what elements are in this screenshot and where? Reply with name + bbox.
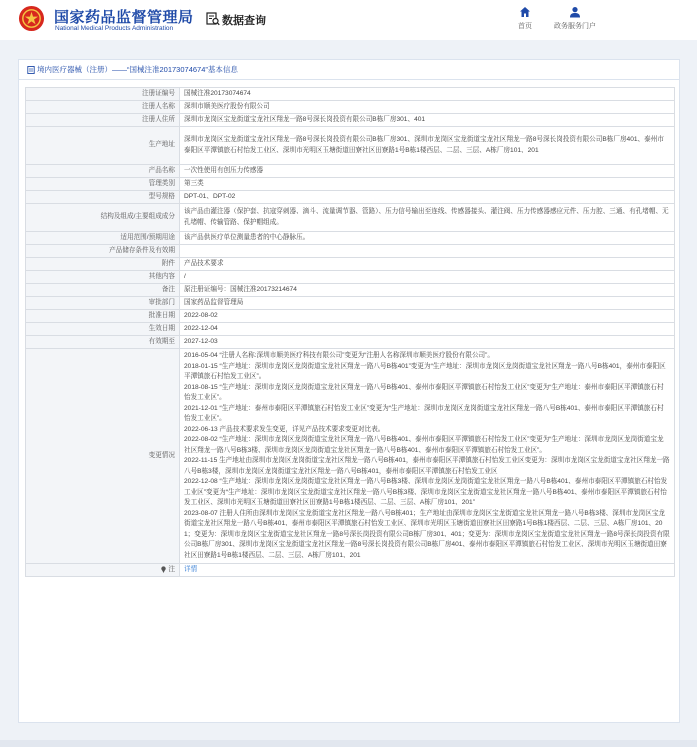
- field-value: [180, 245, 675, 258]
- field-label: 结构及组成/主要组成成分: [26, 204, 180, 232]
- field-value: 产品技术要求: [180, 258, 675, 271]
- detail-panel: [18, 59, 680, 723]
- field-value: 原注册证编号：国械注准20173214674: [180, 284, 675, 297]
- field-label-note: [26, 564, 180, 577]
- field-label: 附件: [26, 258, 180, 271]
- field-value: 第三类: [180, 178, 675, 191]
- document-icon: [27, 66, 35, 74]
- data-query-title[interactable]: 数据查询: [222, 15, 266, 27]
- field-value: 国械注准20173074674: [180, 88, 675, 101]
- national-emblem-icon[interactable]: [18, 5, 45, 32]
- panel-title-text: 境内医疗器械（注册）——“国械注准20173074674”基本信息: [37, 65, 238, 74]
- table-row: [26, 258, 675, 271]
- change-entry: 2022-11-15 生产地址由深圳市龙岗区龙岗街道宝龙社区翔龙一路八号B栋401，泰州市泰阳区平潭镇旅石村怡发工业区变更为：深圳市龙岗区宝龙街道宝龙社区翔龙一路八号B栋3楼，深圳市龙岗区龙岗街道宝龙社区翔龙一路八号B栋401，泰州市泰阳区平潭镇旅石村怡发工业区: [184, 457, 670, 475]
- nav-home-label: 首页: [518, 23, 532, 30]
- field-label: 适用范围/预期用途: [26, 232, 180, 245]
- field-value-note: [180, 564, 675, 577]
- details-link[interactable]: 详情: [184, 565, 198, 573]
- home-icon: [519, 6, 531, 18]
- field-label: 批准日期: [26, 310, 180, 323]
- change-entry: 2021-12-01 “生产地址：泰州市泰阳区平潭镇旅石村怡发工业区”变更为“生产地址：深圳市龙岗区龙岗街道宝龙社区翔龙一路八号B栋401、泰州市泰阳区平潭镇旅石村怡发工业区”。: [184, 404, 664, 422]
- field-value: 国家药品监督管理局: [180, 297, 675, 310]
- data-query-icon[interactable]: [206, 12, 220, 26]
- field-label: 注册人名称: [26, 101, 180, 114]
- field-value: 该产品供医疗单位测量患者的中心静脉压。: [180, 232, 675, 245]
- table-row: [26, 191, 675, 204]
- nav-service-portal-label: 政务服务门户: [554, 23, 596, 30]
- field-value: 深圳市龙岗区宝龙街道宝龙社区翔龙一路8号深长岗投资有限公司B栋厂房301、深圳市龙岗区宝龙街道宝龙社区翔龙一路8号深长岗投资有限公司B栋厂房401、泰州市泰阳区平潭镇旅石村怡发工业区、深圳市光明区玉塘街道田寮社区田寮路1号B栋1楼西层、二层、三层、A栋厂房101、201: [180, 127, 675, 165]
- change-entry: 2022-06-13 产品技术要求发生变更，详见产品技术要求变更对比表。: [184, 425, 385, 433]
- field-label: 生效日期: [26, 323, 180, 336]
- brand-name-en[interactable]: National Medical Products Administration: [55, 25, 174, 32]
- field-label: 产品名称: [26, 165, 180, 178]
- field-label: 备注: [26, 284, 180, 297]
- table-row: [26, 165, 675, 178]
- table-row: [26, 232, 675, 245]
- change-entry: 2016-05-04 “注册人名称:深圳市顺美医疗科技有限公司”变更为“注册人名称深圳市顺美医疗股份有限公司”。: [184, 352, 494, 359]
- table-row: [26, 114, 675, 127]
- change-entry: 2023-08-07 注册人住所由深圳市龙岗区宝龙街道宝龙社区翔龙一路八号B栋401；生产地址由深圳市龙岗区宝龙街道宝龙社区翔龙一路八号B栋3楼、深圳市龙岗区宝龙街道宝龙社区翔龙一路八号B栋401、泰州市泰阳区平潭镇旅石村怡发工业区、深圳市光明区玉塘街道田寮社区田寮路1号B栋1楼西层、二层、三层、A栋厂房101、201；变更为：深圳市龙岗区宝龙街道宝龙社区翔龙一路8号深长岗投资有限公司B栋厂房301、401；变更为：深圳市龙岗区宝龙街道宝龙社区翔龙一路8号深长岗投资有限公司B栋厂房301、深圳市龙岗区宝龙街道宝龙社区翔龙一路8号深长岗投资有限公司B栋厂房401、泰州市泰阳区平潭镇旅石村怡发工业区、深圳市光明区玉塘街道田寮社区田寮路1号B栋1楼西层、二层、三层、A栋厂房101、201: [184, 509, 670, 559]
- user-icon: [569, 6, 581, 18]
- table-row: [26, 271, 675, 284]
- field-value: 2027-12-03: [180, 336, 675, 349]
- table-row: [26, 297, 675, 310]
- field-label: 注册证编号: [26, 88, 180, 101]
- field-value: 2022-08-02: [180, 310, 675, 323]
- panel-title: [19, 60, 679, 80]
- note-label: 注: [168, 565, 175, 573]
- field-label: 有效期至: [26, 336, 180, 349]
- nav-home[interactable]: [510, 6, 540, 31]
- field-value: 深圳市龙岗区宝龙街道宝龙社区翔龙一路8号深长岗投资有限公司B栋厂房301、401: [180, 114, 675, 127]
- pin-icon: [160, 566, 167, 573]
- table-row: [26, 284, 675, 297]
- table-row-changes: [26, 349, 675, 564]
- table-row: [26, 204, 675, 232]
- field-value: 深圳市顺美医疗股份有限公司: [180, 101, 675, 114]
- bottom-bar: [0, 740, 697, 747]
- field-label: 生产地址: [26, 127, 180, 165]
- field-label: 型号规格: [26, 191, 180, 204]
- field-value: DPT-01、DPT-02: [180, 191, 675, 204]
- table-row: [26, 310, 675, 323]
- field-value: /: [180, 271, 675, 284]
- field-label: 其他内容: [26, 271, 180, 284]
- table-row: [26, 323, 675, 336]
- field-label-changes: 变更情况: [26, 349, 180, 564]
- table-row: [26, 336, 675, 349]
- field-label: 管理类别: [26, 178, 180, 191]
- table-row: [26, 101, 675, 114]
- change-entry: 2022-08-02 “生产地址：深圳市龙岗区龙岗街道宝龙社区翔龙一路八号B栋401、泰州市泰阳区平潭镇旅石村怡发工业区”变更为“生产地址：深圳市龙岗区龙岗街道宝龙社区翔龙一路八号B栋3楼、深圳市龙岗区龙岗街道宝龙社区翔龙一路八号B栋401、泰州市泰阳区平潭镇旅石村怡发工业区”。: [184, 436, 664, 454]
- nav-service-portal[interactable]: [548, 6, 602, 31]
- change-entry: 2018-08-15 “生产地址：深圳市龙岗区龙岗街道宝龙社区翔龙一路八号B栋401、泰州市泰阳区平潭镇旅石村怡发工业区”变更为“生产地址：泰州市泰阳区平潭镇旅石村怡发工业区”。: [184, 383, 664, 401]
- change-entry: 2022-12-08 “生产地址：深圳市龙岗区龙岗街道宝龙社区翔龙一路八号B栋3楼、深圳市龙岗区龙岗街道宝龙社区翔龙一路八号B栋401、泰州市泰阳区平潭镇旅石村怡发工业区”变更为“生产地址：深圳市龙岗区宝龙街道宝龙社区翔龙一路八号B栋3楼、深圳市龙岗区宝龙街道宝龙社区翔龙一路八号B栋401、泰州市泰阳区平潭镇旅石村怡发工业区、深圳市光明区玉塘街道田寮社区田寮路1号B栋1楼西层、二层、三层、A栋厂房101、201”: [184, 478, 668, 506]
- field-label: 产品储存条件及有效期: [26, 245, 180, 258]
- table-row-note: [26, 564, 675, 577]
- change-entry: 2018-01-15 “生产地址：深圳市龙岗区龙岗街道宝龙社区翔龙一路八号B栋401”变更为“生产地址：深圳市龙岗区龙岗街道宝龙社区翔龙一路八号B栋401，泰州市泰阳区平潭镇旅石村怡发工业区”。: [184, 362, 666, 380]
- field-value: 一次性使用有创压力传感器: [180, 165, 675, 178]
- table-row: [26, 245, 675, 258]
- table-row: [26, 127, 675, 165]
- field-value: 2022-12-04: [180, 323, 675, 336]
- field-label: 注册人住所: [26, 114, 180, 127]
- top-header: [0, 0, 697, 40]
- field-value: 该产品由灌注器（保护套、抗寇穿刺器、滴斗、流量调节器、管路）、压力信号输出至连线、传感器接头、灌注阀、压力传感器感应元件、压力腔、三通、有孔堵帽、无孔堵帽、传输管路、保护帽组成。: [180, 204, 675, 232]
- table-row: [26, 88, 675, 101]
- field-label: 审批部门: [26, 297, 180, 310]
- brand-name-cn[interactable]: 国家药品监督管理局: [54, 9, 194, 26]
- table-row: [26, 178, 675, 191]
- detail-table: [25, 87, 675, 577]
- changes-list: [180, 349, 675, 564]
